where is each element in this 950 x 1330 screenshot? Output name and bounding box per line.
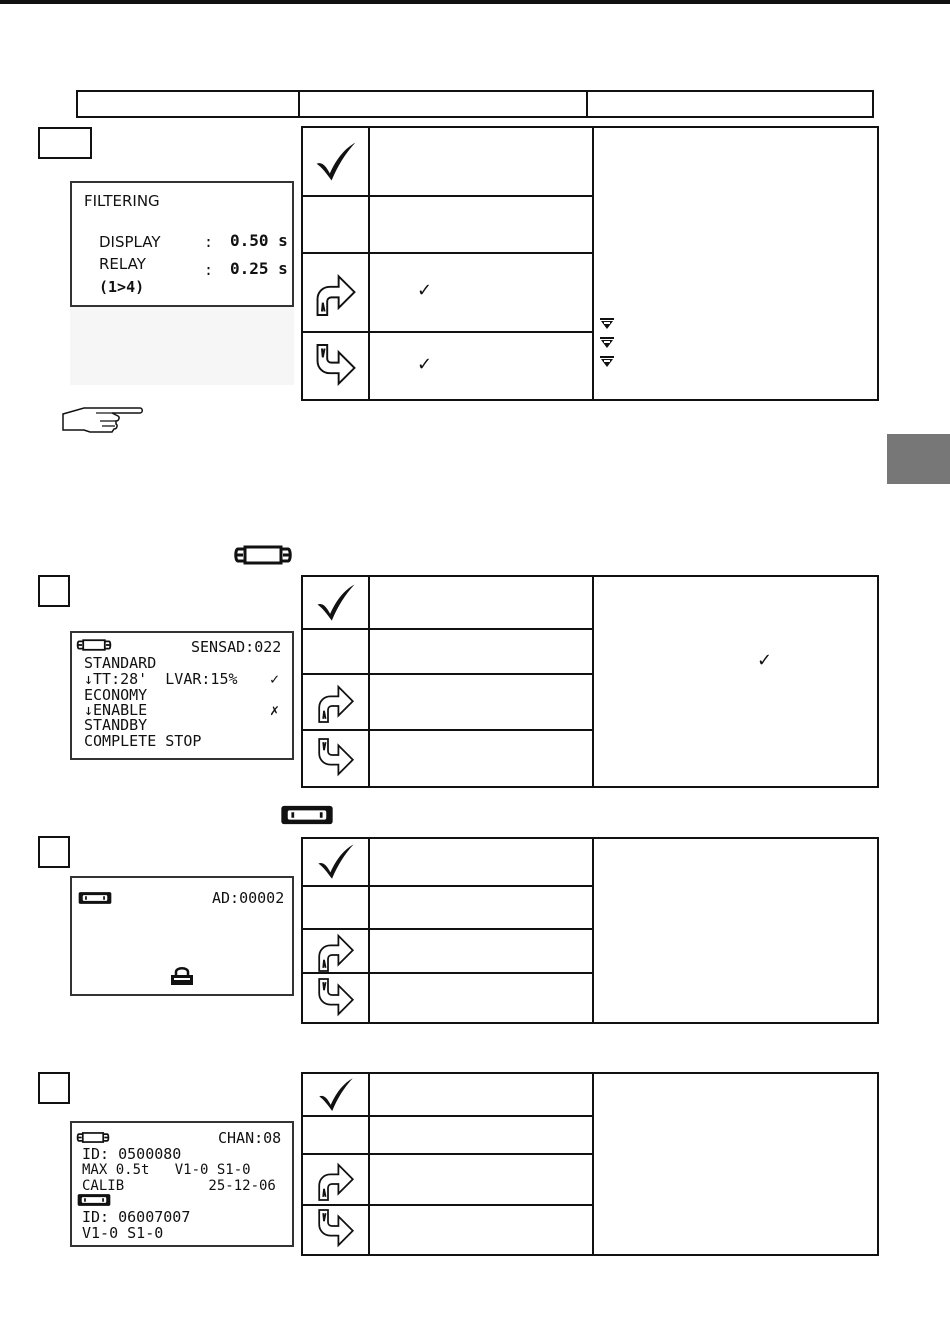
lcd-line: MAX 0.5t V1-0 S1-0	[82, 1162, 251, 1178]
key-table-transmitter	[301, 837, 879, 1024]
chapter-tab	[887, 434, 950, 484]
lcd-channel: CHAN:08	[218, 1129, 282, 1147]
lcd-colon: :	[204, 233, 214, 251]
lcd-cross-mark: ✗	[270, 701, 280, 719]
lcd-transmitter	[70, 876, 294, 996]
lcd-sensor-mode	[70, 631, 294, 760]
lcd-colon: :	[204, 261, 214, 279]
sensor-icon	[233, 543, 293, 567]
lcd-line: STANDBY	[84, 716, 148, 734]
lcd-line: COMPLETE STOP	[84, 732, 202, 750]
key-table-channel	[301, 1072, 879, 1256]
column-header-row	[76, 90, 874, 118]
triangle-down-icon	[600, 356, 614, 367]
up-arrow-icon	[303, 930, 368, 972]
pointing-hand-icon	[60, 402, 144, 436]
top-rule	[0, 0, 950, 4]
down-arrow-icon	[303, 1206, 368, 1254]
lcd-line: V1-0 S1-0	[82, 1224, 164, 1242]
lcd-filtering	[70, 181, 294, 307]
step-number-box	[38, 1072, 70, 1104]
up-arrow-icon	[303, 675, 368, 729]
down-arrow-icon	[303, 974, 368, 1023]
lcd-relay-label: RELAY	[99, 255, 146, 273]
lcd-line: ↓TT:28' LVAR:15%	[84, 670, 238, 688]
check-icon	[303, 1074, 368, 1115]
check-icon	[303, 577, 368, 628]
lcd-line: ↓ENABLE	[84, 701, 148, 719]
lcd-relay-value: 0.25 s	[230, 259, 288, 278]
small-check-mark: ✓	[417, 354, 433, 375]
small-check-mark: ✓	[417, 280, 433, 301]
header-cell-3	[588, 92, 872, 116]
lcd-line: STANDARD	[84, 654, 157, 672]
down-arrow-icon	[303, 333, 368, 401]
lcd-channel-info	[70, 1121, 294, 1247]
triangle-down-icon	[600, 337, 614, 348]
lcd-page-indicator: (1>4)	[99, 278, 145, 296]
header-cell-2	[300, 92, 588, 116]
step-number-box	[38, 127, 92, 159]
lcd-check-mark: ✓	[270, 670, 280, 688]
lcd-display-value: 0.50 s	[230, 231, 288, 250]
triangle-down-icon	[600, 318, 614, 329]
key-table-filtering	[301, 126, 879, 401]
down-arrow-icon	[303, 731, 368, 786]
check-icon	[303, 839, 368, 885]
sensor-icon	[76, 637, 112, 653]
lcd-display-label: DISPLAY	[99, 233, 161, 251]
key-table-sensor	[301, 575, 879, 788]
padlock-icon	[169, 966, 195, 986]
lcd-line: ECONOMY	[84, 686, 148, 704]
lcd-transmitter-address: AD:00002	[212, 889, 285, 907]
up-arrow-icon	[303, 254, 368, 331]
step-number-box	[38, 575, 70, 607]
transmitter-icon	[75, 1193, 113, 1207]
step-number-box	[38, 836, 70, 868]
sensor-icon	[76, 1130, 110, 1145]
lcd-shadow	[70, 305, 294, 385]
lcd-line: ID: 0500080	[82, 1145, 182, 1163]
up-arrow-icon	[303, 1155, 368, 1204]
small-check-mark: ✓	[757, 650, 773, 671]
lcd-title: FILTERING	[84, 192, 160, 210]
transmitter-icon	[77, 891, 113, 905]
header-cell-1	[78, 92, 300, 116]
lcd-line: CALIB 25-12-06	[82, 1178, 276, 1194]
lcd-sensor-address: SENSAD:022	[191, 638, 282, 656]
transmitter-icon	[276, 804, 338, 826]
check-icon	[303, 128, 368, 195]
lcd-line: ID: 06007007	[82, 1208, 191, 1226]
